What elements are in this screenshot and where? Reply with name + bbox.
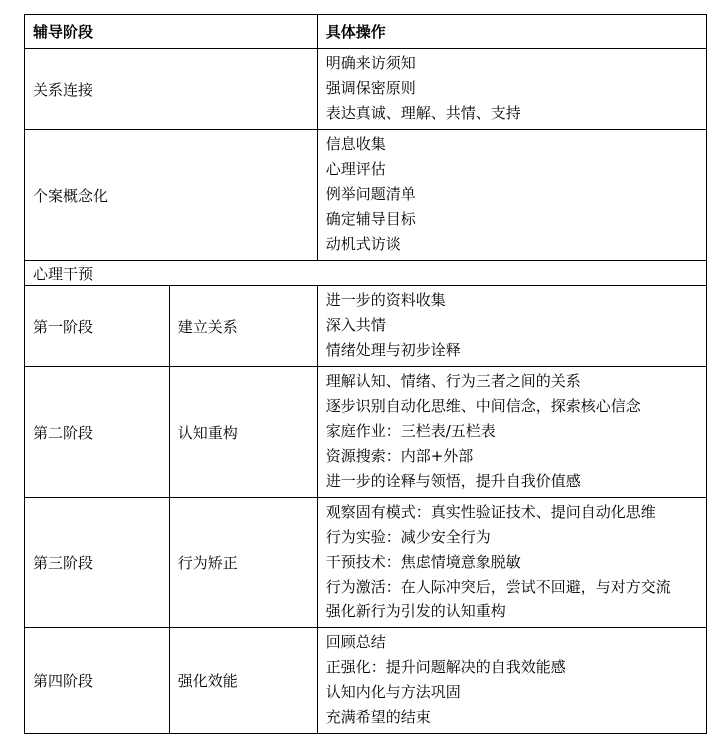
phase-focus: 强化效能: [169, 628, 317, 734]
phase-focus: 行为矫正: [169, 498, 317, 628]
operation-item: 强调保密原则: [325, 79, 416, 97]
operation-item: 充满希望的结束: [325, 708, 431, 726]
operation-item: 心理评估: [325, 160, 386, 178]
operation-item: 家庭作业：三栏表/五栏表: [325, 422, 496, 440]
operation-item: 情绪处理与初步诠释: [325, 341, 461, 359]
operations-phase-1: [317, 286, 706, 367]
phase-focus: 建立关系: [169, 286, 317, 367]
operation-item: 资源搜索：内部+外部: [325, 447, 474, 465]
operation-item: 回顾总结: [325, 633, 386, 651]
operation-item: 理解认知、情绪、行为三者之间的关系: [325, 372, 581, 390]
operation-item: 行为激活：在人际冲突后，尝试不回避，与对方交流: [325, 578, 671, 596]
header-row: [25, 15, 707, 49]
row-relationship: [25, 49, 707, 130]
phase-name: 第四阶段: [25, 628, 170, 734]
operation-item: 信息收集: [325, 135, 386, 153]
counseling-stage-table: [24, 14, 707, 734]
row-phase-1: [25, 286, 707, 367]
operation-item: 干预技术：焦虑情境意象脱敏: [325, 553, 521, 571]
row-phase-4: [25, 628, 707, 734]
operation-item: 认知内化与方法巩固: [325, 683, 461, 701]
operation-item: 明确来访须知: [325, 54, 416, 72]
row-phase-3: [25, 498, 707, 628]
operations-case-concept: [317, 130, 706, 261]
operation-item: 强化新行为引发的认知重构: [325, 602, 506, 620]
stage-case-concept: 个案概念化: [25, 130, 318, 261]
operation-item: 逐步识别自动化思维、中间信念，探索核心信念: [325, 397, 641, 415]
phase-name: 第二阶段: [25, 367, 170, 498]
operation-item: 行为实验：减少安全行为: [325, 528, 491, 546]
row-case-concept: [25, 130, 707, 261]
operation-item: 动机式访谈: [325, 235, 401, 253]
operation-item: 进一步的诠释与领悟，提升自我价值感: [325, 472, 581, 490]
row-phase-2: [25, 367, 707, 498]
operation-item: 正强化：提升问题解决的自我效能感: [325, 658, 566, 676]
operation-item: 表达真诚、理解、共情、支持: [325, 104, 521, 122]
phase-name: 第三阶段: [25, 498, 170, 628]
operations-phase-2: [317, 367, 706, 498]
phase-focus: 认知重构: [169, 367, 317, 498]
row-intervention: [25, 261, 707, 286]
operations-relationship: [317, 49, 706, 130]
stage-relationship: 关系连接: [25, 49, 318, 130]
operation-item: 观察固有模式：真实性验证技术、提问自动化思维: [325, 503, 656, 521]
operation-item: 例举问题清单: [325, 185, 416, 203]
operation-item: 进一步的资料收集: [325, 291, 446, 309]
operation-item: 深入共情: [325, 316, 386, 334]
section-intervention: 心理干预: [25, 261, 707, 286]
header-operations: 具体操作: [317, 15, 706, 49]
operation-item: 确定辅导目标: [325, 210, 416, 228]
header-stage: 辅导阶段: [25, 15, 318, 49]
operations-phase-3: [317, 498, 706, 628]
operations-phase-4: [317, 628, 706, 734]
counseling-stage-table-container: [24, 14, 707, 734]
phase-name: 第一阶段: [25, 286, 170, 367]
